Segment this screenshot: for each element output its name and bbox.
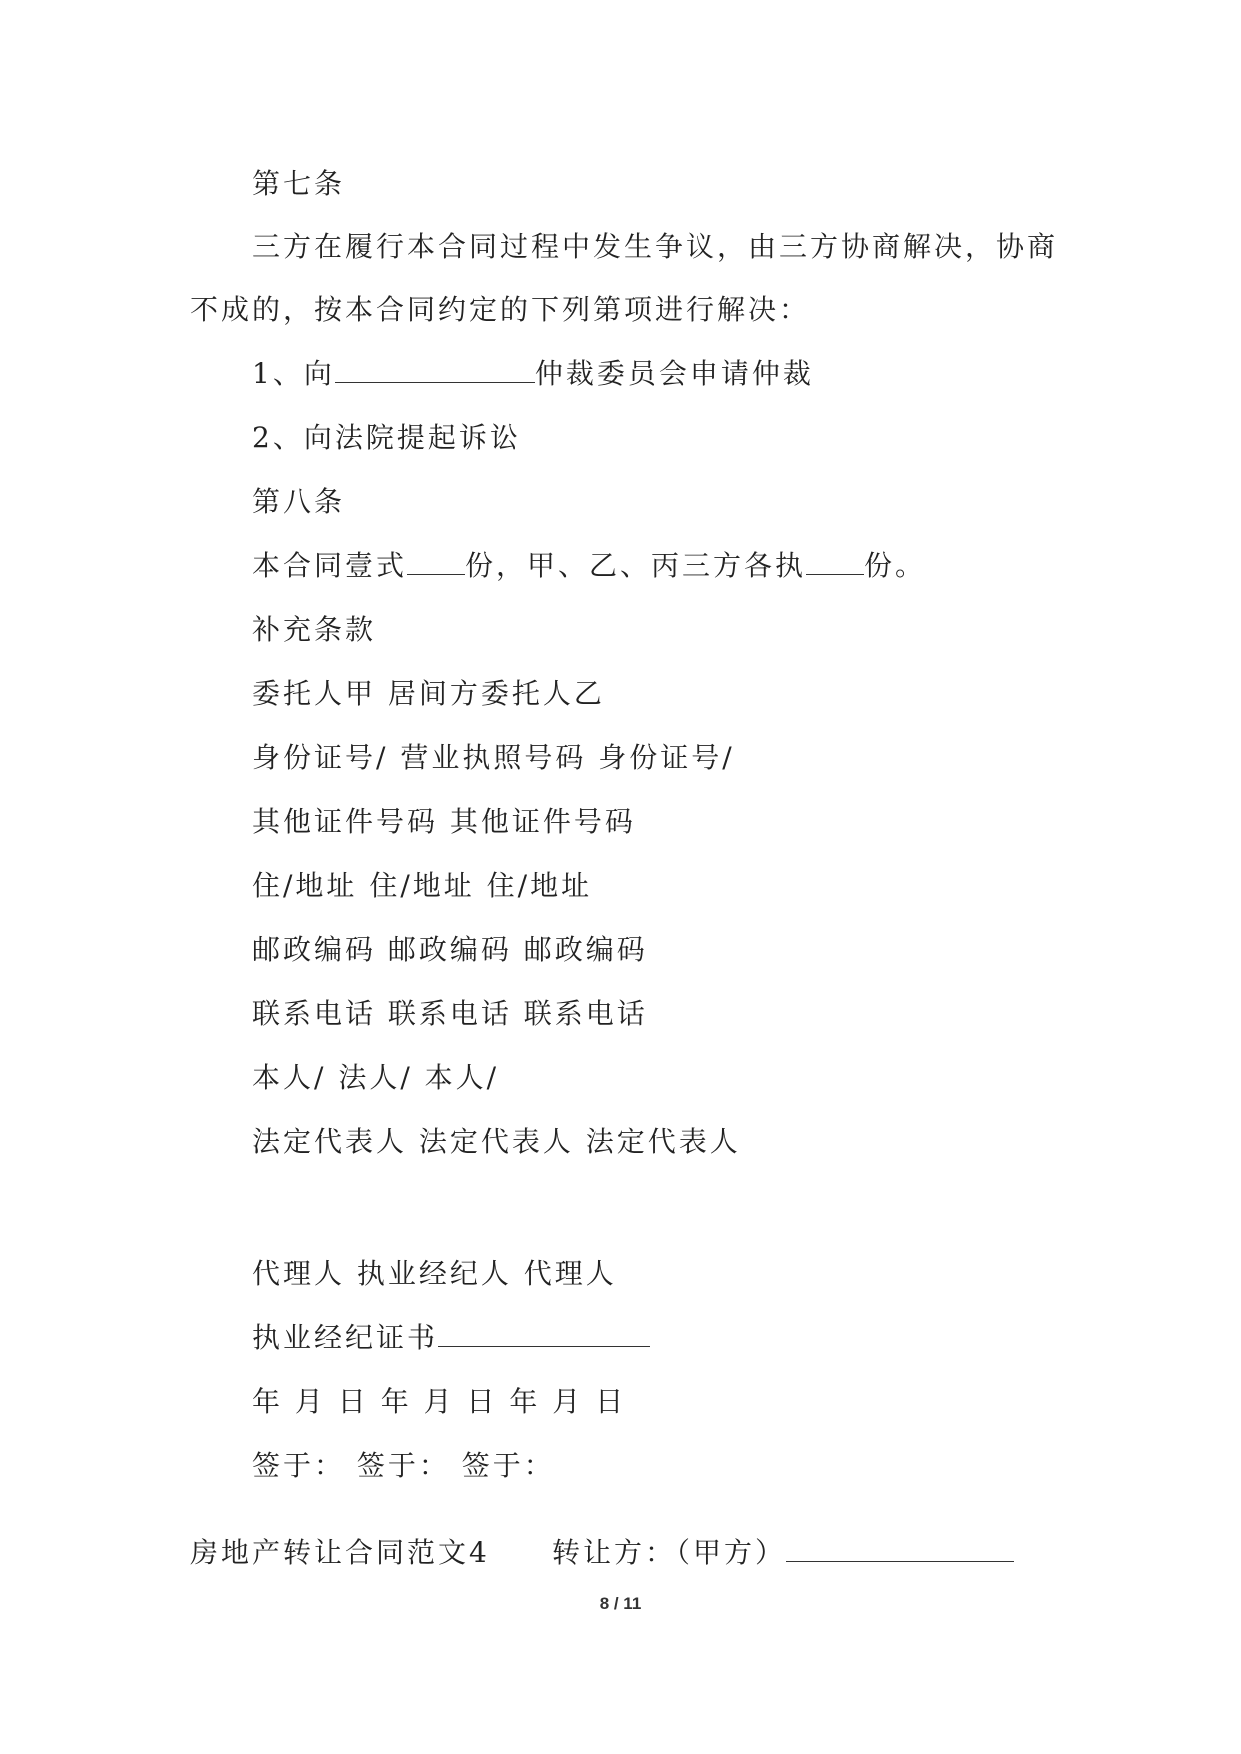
paragraph-line	[190, 292, 810, 328]
signed-at-row	[252, 1448, 555, 1484]
text: 代理人 执业经纪人 代理人	[252, 1257, 617, 1290]
text: 本合同壹式	[252, 549, 408, 582]
signature-row	[252, 676, 605, 712]
text: 三方在履行本合同过程中发生争议，由三方协商解决，协商	[252, 230, 1059, 263]
text: 身份证号/ 营业执照号码 身份证号/	[252, 741, 735, 774]
text: 仲裁委员会申请仲裁	[534, 357, 814, 390]
text: 联系电话 联系电话 联系电话	[252, 997, 648, 1030]
fill-in-blank[interactable]	[786, 1535, 1014, 1562]
text: 份，甲、乙、丙三方各执	[465, 549, 807, 582]
text: 邮政编码 邮政编码 邮政编码	[252, 933, 648, 966]
fill-in-blank[interactable]	[438, 1320, 650, 1347]
option-1-line	[252, 356, 814, 392]
text: 补充条款	[252, 613, 377, 646]
supplementary-heading	[252, 612, 376, 648]
text: 委托人甲 居间方委托人乙	[252, 677, 605, 710]
text: 2、向法院提起诉讼	[252, 421, 521, 454]
paragraph-line	[252, 229, 1058, 265]
signature-row	[252, 804, 636, 840]
text: 第七条	[252, 167, 346, 200]
copies-line	[252, 548, 926, 584]
signature-row	[252, 996, 648, 1032]
signature-row	[252, 740, 735, 776]
signature-row	[252, 932, 648, 968]
date-row	[252, 1384, 626, 1420]
signature-row	[252, 1256, 617, 1292]
fill-in-blank[interactable]	[407, 548, 465, 575]
text: 第八条	[252, 485, 346, 518]
certificate-line	[252, 1320, 650, 1356]
option-2-line	[252, 420, 521, 456]
text: 执业经纪证书	[252, 1321, 439, 1354]
text: 法定代表人 法定代表人 法定代表人	[252, 1125, 741, 1158]
text: 房地产转让合同范文4	[190, 1536, 490, 1569]
fill-in-blank[interactable]	[806, 548, 864, 575]
text: 其他证件号码 其他证件号码	[252, 805, 636, 838]
text: 年 月 日 年 月 日 年 月 日	[252, 1385, 627, 1418]
text: 1、向	[252, 357, 335, 390]
text: 转让方：（甲方）	[552, 1536, 787, 1569]
text: 不成的，按本合同约定的下列第项进行解决：	[190, 293, 811, 326]
text: 份。	[864, 549, 927, 582]
signature-row	[252, 868, 592, 904]
text: 签于： 签于： 签于：	[252, 1449, 555, 1482]
text: 住/地址 住/地址 住/地址	[252, 869, 593, 902]
next-document-title	[190, 1535, 490, 1571]
text: 本人/ 法人/ 本人/	[252, 1061, 500, 1094]
signature-row	[252, 1060, 499, 1096]
transferor-line	[552, 1535, 1014, 1571]
article-7-heading	[252, 166, 345, 202]
fill-in-blank[interactable]	[335, 356, 535, 383]
signature-row	[252, 1124, 741, 1160]
article-8-heading	[252, 484, 345, 520]
page-number: 8 / 11	[599, 1594, 642, 1613]
